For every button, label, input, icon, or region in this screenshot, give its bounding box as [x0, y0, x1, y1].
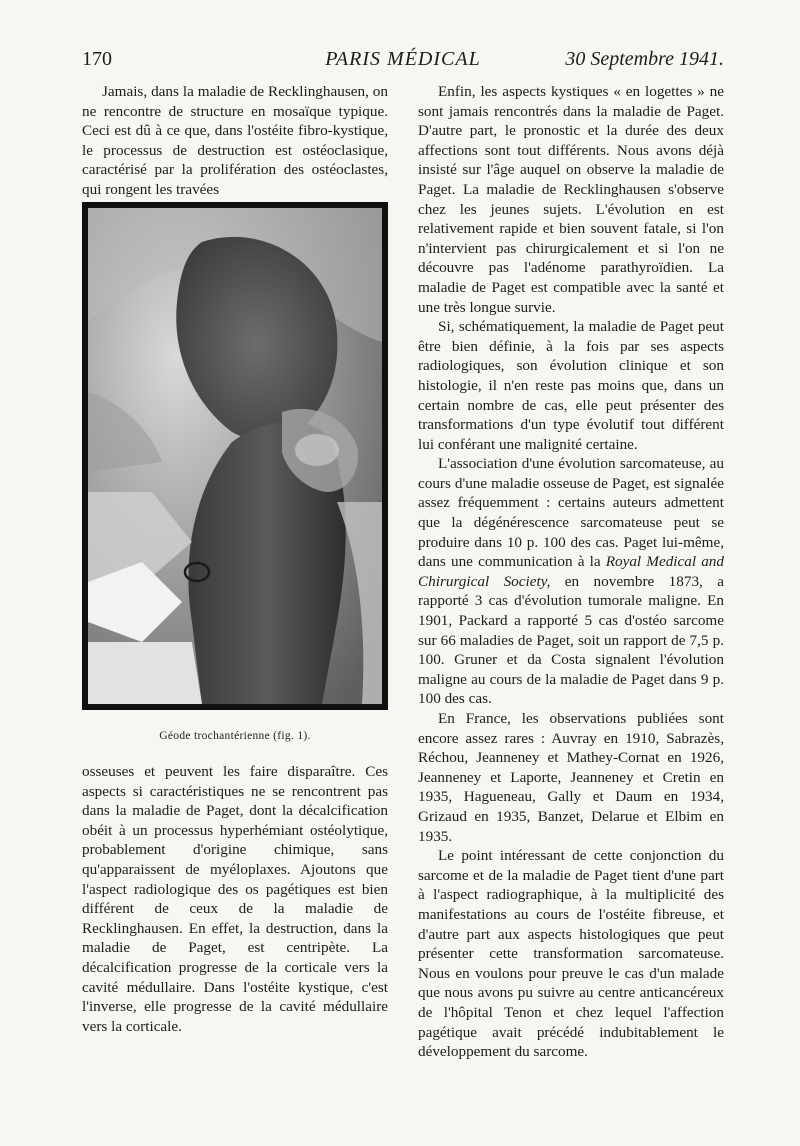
xray-figure: [82, 202, 388, 710]
right-paragraph-1: Enfin, les aspects kystiques « en logettes » ne sont jamais rencontrés dans la maladie de Paget. D'autre part, le pronostic et la durée des deux affections sont tout différents. Nous avons déjà insisté sur l'âge auquel on observe la maladie de Paget. La maladie de Recklinghausen s'observe chez les jeunes sujets. L'évolution en est relativement rapide et bien souvent fatale, si l'on n'intervient pas chirurgicalement et si l'on ne découvre pas l'adénome parathyroïdien. La maladie de Paget est compatible avec la santé et une très longue survie.: [418, 83, 724, 316]
xray-image: [82, 202, 388, 710]
right-paragraph-4: En France, les observations publiées sont encore assez rares : Auvray en 1910, Sabrazès, Réchou, Jeanneney et Mathey-Cornat en 1926, Jeanneney et Laporte, Jeanneney et Cretin en 1935, Hagueneau, Gally et Daum en 1934, Grizaud en 1935, Banzet, Delarue et Elbim en 1935.: [418, 710, 724, 845]
right-paragraph-5: Le point intéressant de cette conjonction du sarcome et de la maladie de Paget tient d'une part à l'aspect radiographique, à la multiplicité des manifestations au cours de l'ostéite fibreuse, et d'autre part aux aspects histologiques que peut présenter cette transformation sarcomateuse. Nous en voulons pour preuve le cas d'un malade que nous avons pu suivre au centre anticancéreux de l'hôpital Tenon et chez lequel l'affection pagétique avait précédé indubitablement le développement du sarcome.: [418, 847, 724, 1061]
page-header: [82, 48, 724, 74]
right-column: [418, 82, 724, 1062]
left-paragraph-1: Jamais, dans la maladie de Recklinghausen, on ne rencontre de structure en mosaïque typique. Ceci est dû à ce que, dans l'ostéite fibro-kystique, le processus de destruction est ostéoclasique, caractérisé par la prolifération des ostéoclastes, qui rongent les travées: [82, 83, 388, 198]
society-name: Royal Medical and Chirurgical Society,: [418, 553, 724, 590]
right-paragraph-3-part-a: L'association d'une évolution sarcomateuse, au cours d'une maladie osseuse de Paget, est signalée assez fréquemment : certains auteurs admettent que la dégénérescence sarcomateuse peut se produire dans 10 p. 100 des cas. Paget lui-même, dans une communication à la: [418, 455, 724, 571]
left-column-top: [82, 82, 388, 200]
issue-date: 30 Septembre 1941.: [565, 48, 724, 70]
figure-caption: Géode trochantérienne (fig. 1).: [159, 730, 311, 742]
left-paragraph-2: osseuses et peuvent les faire disparaître. Ces aspects si caractéristiques ne se rencontrent pas dans la maladie de Paget, dont la décalcification obéit à un processus hyperhémiant ostéolytique, probablement d'origine chimique, sans qu'apparaissent de myéloplaxes. Ajoutons que l'aspect radiologique des os pagétiques est bien différent de ceux de la maladie de Recklinghausen. En effet, la destruction, dans la maladie de Paget, est centripète. La décalcification progresse de la corticale vers la cavité médullaire. Dans l'ostéite kystique, c'est l'inverse, elle progresse de la cavité médullaire vers la corticale.: [82, 763, 388, 1035]
journal-title: PARIS MÉDICAL: [325, 48, 481, 70]
page-number: 170: [82, 48, 112, 70]
right-paragraph-3: [418, 454, 724, 709]
right-paragraph-3-part-b: en novembre 1873, a rapporté 3 cas d'évolution tumorale maligne. En 1901, Packard a rapporté 5 cas d'ostéo sarcome sur 66 maladies de Paget, soit un rapport de 7,5 p. 100. Gruner et da Costa signalent l'évolution maligne au cours de la maladie de Paget dans 9 p. 100 des cas.: [418, 572, 724, 708]
left-column-bottom: [82, 762, 388, 1036]
right-paragraph-2: Si, schématiquement, la maladie de Paget peut être bien définie, à la fois par ses aspects radiologiques, son évolution clinique et son histologie, il n'en reste pas moins que, dans un certain nombre de cas, elle peut présenter des transformations d'un type évolutif tout différent lui conférant une malignité certaine.: [418, 318, 724, 453]
